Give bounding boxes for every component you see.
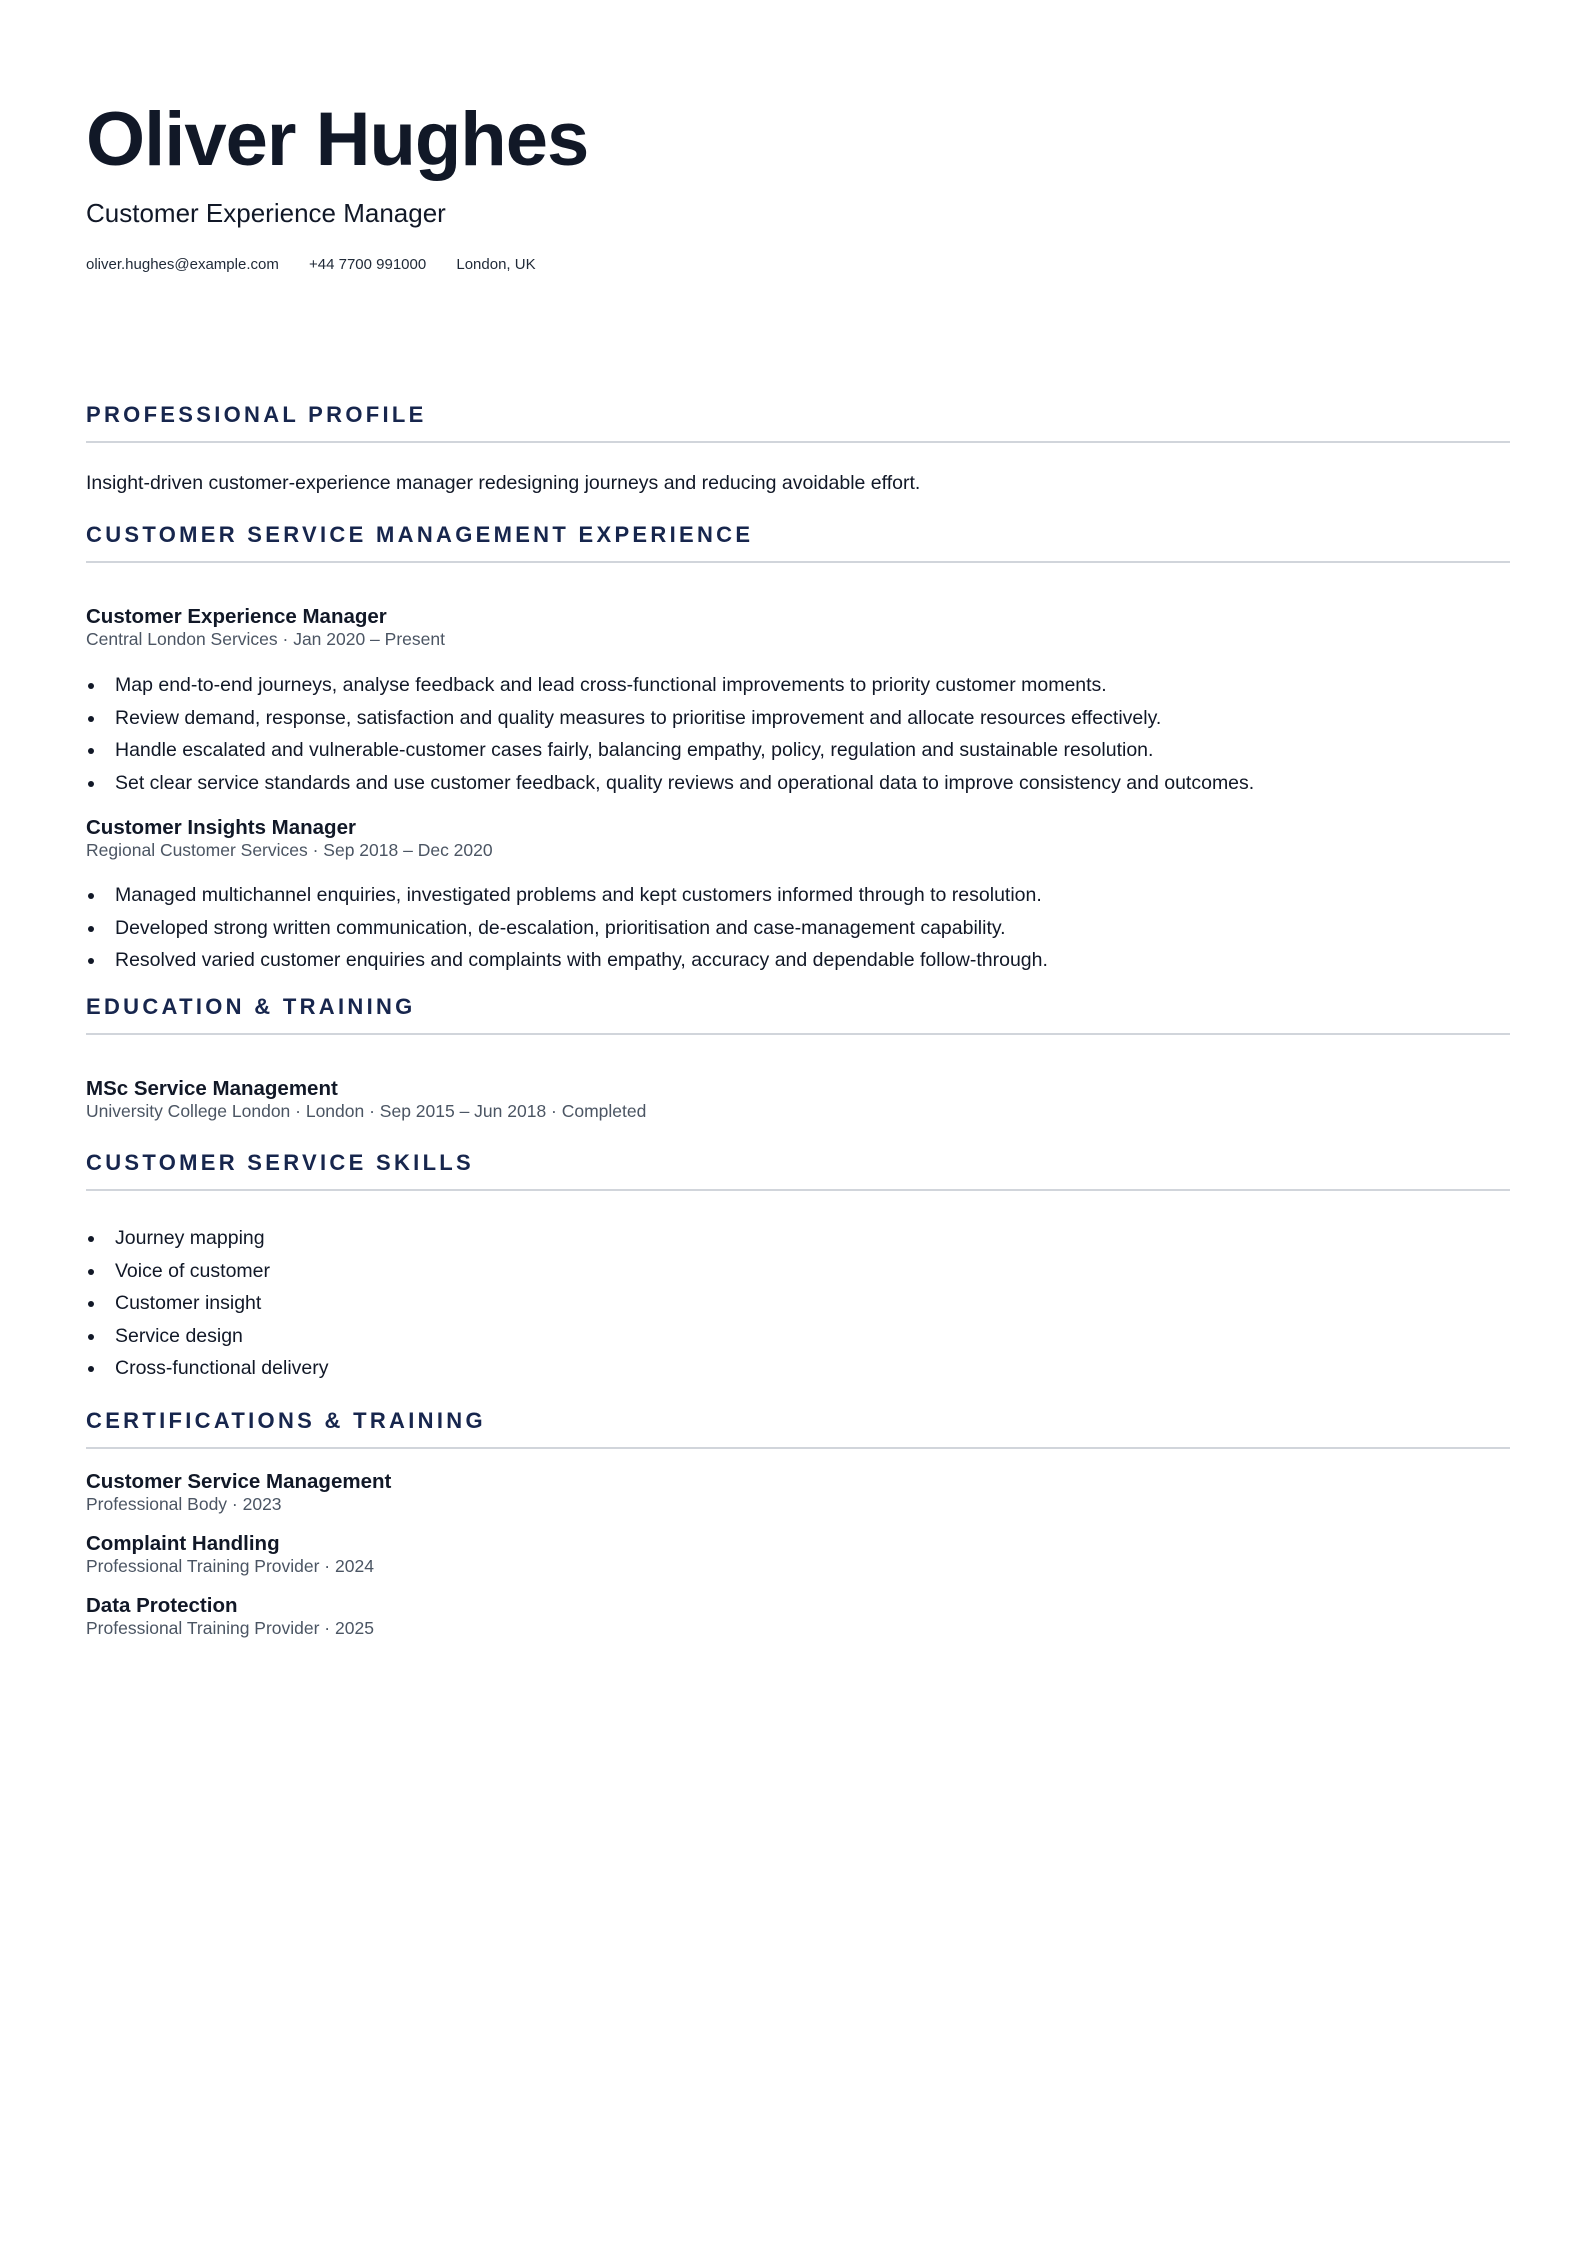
skills-list [86, 1222, 329, 1385]
section-title-profile: PROFESSIONAL PROFILE [86, 402, 427, 427]
contact-email[interactable]: oliver.hughes@example.com [86, 256, 279, 273]
section-title-certifications: CERTIFICATIONS & TRAINING [86, 1408, 486, 1433]
certification-meta: Professional Training Provider · 2025 [86, 1618, 374, 1638]
section-title-education: EDUCATION & TRAINING [86, 994, 416, 1019]
job-meta: Central London Services · Jan 2020 – Present [86, 629, 445, 649]
contact-location: London, UK [456, 256, 536, 273]
list-item: Customer insight [86, 1287, 329, 1320]
list-item: Journey mapping [86, 1222, 329, 1255]
section-divider [86, 1033, 1510, 1035]
certification-meta: Professional Training Provider · 2024 [86, 1556, 374, 1576]
profile-summary: Insight-driven customer-experience manager redesigning journeys and reducing avoidable effort. [86, 472, 921, 494]
job-meta: Regional Customer Services · Sep 2018 – Dec 2020 [86, 840, 493, 860]
list-item: Cross-functional delivery [86, 1352, 329, 1385]
list-item: Resolved varied customer enquiries and complaints with empathy, accuracy and dependable follow-through. [86, 944, 1048, 977]
section-title-experience: CUSTOMER SERVICE MANAGEMENT EXPERIENCE [86, 522, 754, 547]
section-divider [86, 561, 1510, 563]
education-title: MSc Service Management [86, 1077, 338, 1100]
list-item: Managed multichannel enquiries, investigated problems and kept customers informed through to resolution. [86, 879, 1048, 912]
section-divider [86, 1447, 1510, 1449]
contact-line [86, 254, 562, 276]
list-item: Service design [86, 1320, 329, 1353]
job-bullets [86, 669, 1254, 799]
section-title-skills: CUSTOMER SERVICE SKILLS [86, 1150, 475, 1175]
certification-title: Customer Service Management [86, 1470, 392, 1493]
education-meta: University College London · London · Sep 2015 – Jun 2018 · Completed [86, 1101, 647, 1121]
list-item: Developed strong written communication, de-escalation, prioritisation and case-management capability. [86, 912, 1048, 945]
list-item: Review demand, response, satisfaction and quality measures to prioritise improvement and allocate resources effectively. [86, 702, 1254, 735]
contact-phone[interactable]: +44 7700 991000 [309, 256, 427, 273]
certification-title: Data Protection [86, 1594, 238, 1617]
section-divider [86, 441, 1510, 443]
candidate-name: Oliver Hughes [86, 97, 589, 182]
section-divider [86, 1189, 1510, 1191]
candidate-role: Customer Experience Manager [86, 198, 446, 228]
list-item: Set clear service standards and use customer feedback, quality reviews and operational data to improve consistency and outcomes. [86, 767, 1254, 800]
list-item: Handle escalated and vulnerable-customer cases fairly, balancing empathy, policy, regulation and sustainable resolution. [86, 734, 1254, 767]
job-title: Customer Insights Manager [86, 816, 356, 839]
list-item: Voice of customer [86, 1255, 329, 1288]
job-bullets [86, 879, 1048, 977]
certification-meta: Professional Body · 2023 [86, 1494, 282, 1514]
certification-title: Complaint Handling [86, 1532, 280, 1555]
list-item: Map end-to-end journeys, analyse feedback and lead cross-functional improvements to priority customer moments. [86, 669, 1254, 702]
job-title: Customer Experience Manager [86, 605, 387, 628]
